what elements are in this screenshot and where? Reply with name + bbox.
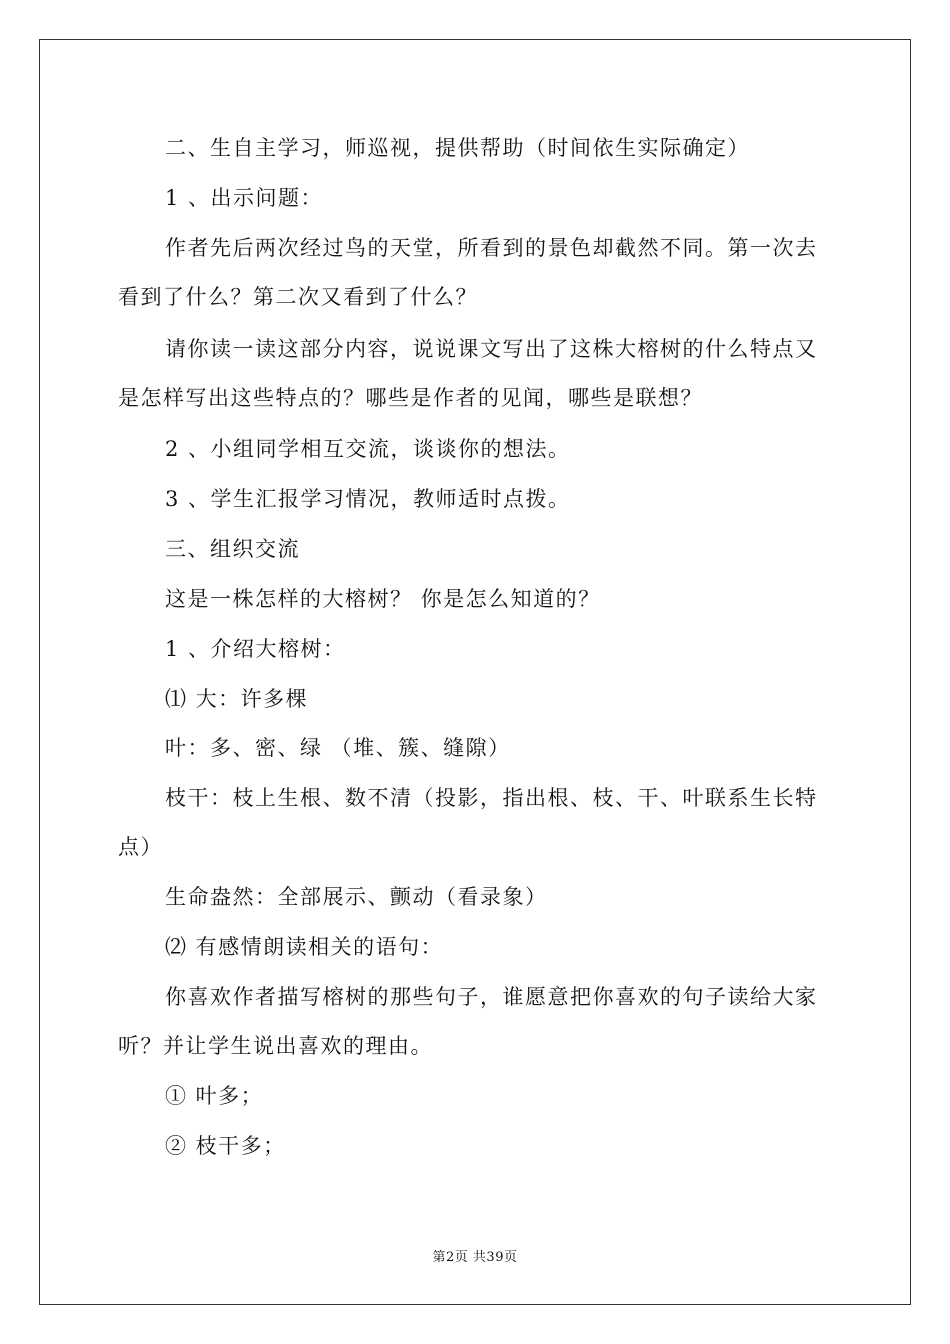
- paragraph-7: 三、组织交流: [165, 537, 300, 561]
- paragraph-5: 2 、小组同学相互交流，谈谈你的想法。: [165, 437, 571, 461]
- paragraph-6: 3 、学生汇报学习情况，教师适时点拨。: [165, 487, 571, 511]
- paragraph-15: 你喜欢作者描写榕树的那些句子，谁愿意把你喜欢的句子读给大家听？并让学生说出喜欢的理由。: [118, 985, 818, 1058]
- paragraph-14: ⑵ 有感情朗读相关的语句：: [165, 935, 444, 959]
- paragraph-12: 枝干：枝上生根、数不清（投影，指出根、枝、干、叶联系生长特点）: [118, 786, 818, 859]
- paragraph-4: 请你读一读这部分内容，说说课文写出了这株大榕树的什么特点又是怎样写出这些特点的？哪些是作者的见闻，哪些是联想？: [118, 337, 818, 410]
- paragraph-10: ⑴ 大：许多棵: [165, 687, 309, 711]
- paragraph-2: 1 、出示问题：: [165, 186, 324, 210]
- paragraph-1: 二、生自主学习，师巡视，提供帮助（时间依生实际确定）: [165, 136, 750, 160]
- paragraph-9: 1 、介绍大榕树：: [165, 637, 346, 661]
- page-number-footer: 第2页 共39页: [432, 1250, 518, 1265]
- paragraph-11: 叶：多、密、绿 （堆、簇、缝隙）: [165, 736, 511, 760]
- paragraph-17: ② 枝干多；: [165, 1134, 286, 1158]
- paragraph-3: 作者先后两次经过鸟的天堂，所看到的景色却截然不同。第一次去看到了什么？第二次又看到了什么？: [118, 236, 818, 309]
- paragraph-16: ① 叶多；: [165, 1084, 264, 1108]
- paragraph-13: 生命盎然：全部展示、颤动（看录象）: [165, 885, 548, 909]
- paragraph-8: 这是一株怎样的大榕树？ 你是怎么知道的？: [165, 587, 601, 611]
